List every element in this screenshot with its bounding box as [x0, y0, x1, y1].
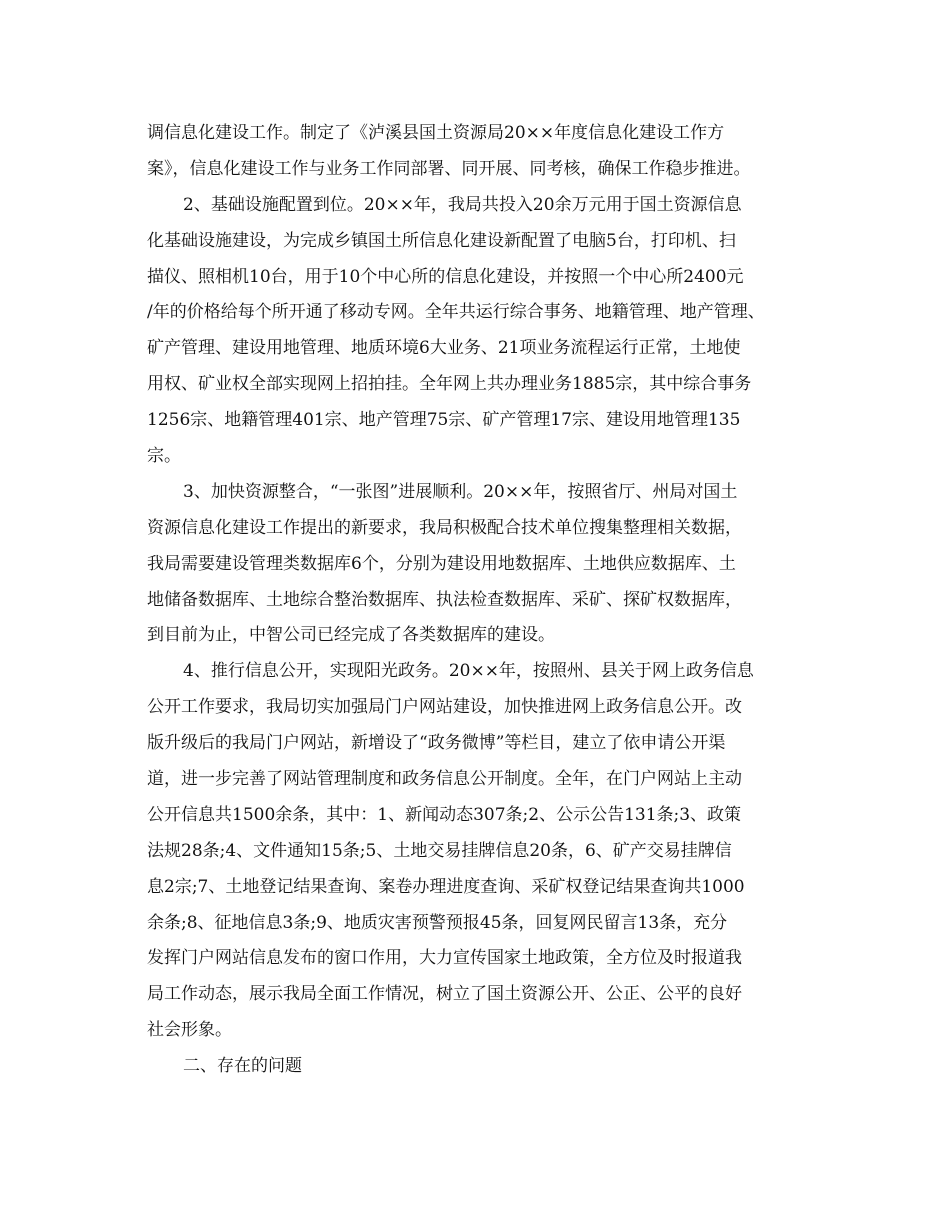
text-line: 矿产管理、建设用地管理、地质环境6大业务、21项业务流程运行正常，土地使 [147, 338, 741, 359]
text-line: 版升级后的我局门户网站，新增设了“政务微博”等栏目，建立了依申请公开渠 [147, 733, 726, 754]
text-line: 描仪、照相机10台，用于10个中心所的信息化建设，并按照一个中心所2400元 [147, 266, 744, 287]
text-line: 宗。 [147, 446, 181, 467]
text-line: 调信息化建设工作。制定了《泸溪县国土资源局20××年度信息化建设工作方 [147, 123, 725, 143]
text-line: 地储备数据库、土地综合整治数据库、执法检查数据库、采矿、探矿权数据库， [147, 589, 742, 610]
text-line: /年的价格给每个所开通了移动专网。全年共运行综合事务、地籍管理、地产管理、 [147, 302, 765, 323]
paragraph-start-line: 2、基础设施配置到位。20××年，我局共投入20余万元用于国土资源信息 [183, 194, 742, 215]
text-line: 我局需要建设管理类数据库6个，分别为建设用地数据库、土地供应数据库、土 [147, 553, 736, 574]
text-line: 到目前为止，中智公司已经完成了各类数据库的建设。 [147, 625, 555, 646]
text-line: 社会形象。 [147, 1020, 232, 1041]
paragraph-start-line: 3、加快资源整合，“一张图”进展顺利。20××年，按照省厅、州局对国土 [183, 481, 738, 502]
text-line: 息2宗;7、土地登记结果查询、案卷办理进度查询、采矿权登记结果查询共1000 [147, 876, 745, 897]
text-line: 发挥门户网站信息发布的窗口作用，大力宣传国家土地政策，全方位及时报道我 [147, 948, 742, 969]
text-line: 化基础设施建设，为完成乡镇国土所信息化建设新配置了电脑5台，打印机、扫 [147, 230, 736, 251]
text-line: 公开信息共1500余条，其中：1、新闻动态307条;2、公示公告131条;3、政策 [147, 804, 742, 825]
text-line: 案》，信息化建设工作与业务工作同部署、同开展、同考核，确保工作稳步推进。 [147, 158, 751, 179]
text-line: 余条;8、征地信息3条;9、地质灾害预警预报45条，回复网民留言13条，充分 [147, 912, 728, 933]
text-line: 资源信息化建设工作提出的新要求，我局积极配合技术单位搜集整理相关数据， [147, 517, 742, 538]
paragraph-start-line: 4、推行信息公开，实现阳光政务。20××年，按照州、县关于网上政务信息 [183, 661, 754, 682]
text-line: 用权、矿业权全部实现网上招拍挂。全年网上共办理业务1885宗，其中综合事务 [147, 374, 752, 395]
text-line: 法规28条;4、文件通知15条;5、土地交易挂牌信息20条，6、矿产交易挂牌信 [147, 840, 732, 861]
text-line: 1256宗、地籍管理401宗、地产管理75宗、矿产管理17宗、建设用地管理135 [147, 410, 741, 431]
document-body [147, 116, 827, 1085]
text-line: 公开工作要求，我局切实加强局门户网站建设，加快推进网上政务信息公开。改 [147, 697, 742, 718]
text-line: 局工作动态，展示我局全面工作情况，树立了国土资源公开、公正、公平的良好 [147, 984, 742, 1005]
section-heading: 二、存在的问题 [183, 1056, 302, 1077]
text-line: 道，进一步完善了网站管理制度和政务信息公开制度。全年，在门户网站上主动 [147, 769, 742, 790]
